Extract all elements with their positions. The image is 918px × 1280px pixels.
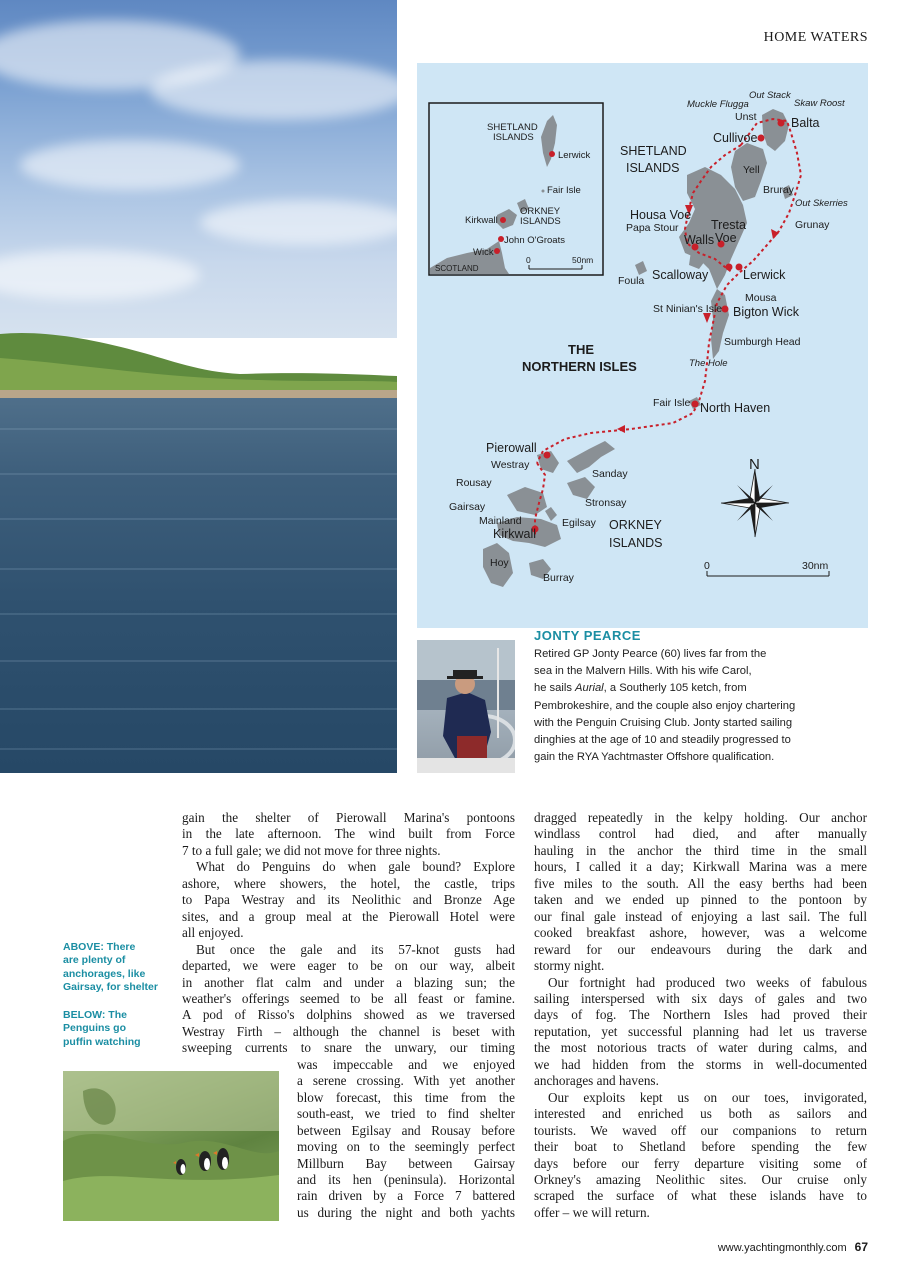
bio-line: sea in the Malvern Hills. With his wife Carol, — [534, 665, 752, 678]
label-tresta: Tresta — [711, 218, 746, 232]
text-line: south-east, we tried to find shelter — [297, 1106, 515, 1122]
compass-rose — [721, 469, 789, 537]
author-bio-text — [534, 646, 859, 766]
label-out-skerries: Out Skerries — [795, 198, 848, 209]
text-line: reward for our endeavours during the dark and — [534, 941, 867, 957]
caption-below — [63, 1009, 163, 1049]
photo-sea — [0, 398, 397, 773]
label-scalloway: Scalloway — [652, 268, 709, 282]
text-line: sailing interspersed with six days of gales and two — [534, 990, 867, 1006]
text-line: taken and we ended up pinned to the pontoon by — [534, 892, 867, 908]
coastline-photo — [0, 0, 397, 773]
text-line: the most notorious tracts of water during calms, and — [534, 1040, 867, 1056]
label-lerwick: Lerwick — [743, 268, 786, 282]
map-scale-end: 30nm — [802, 560, 829, 572]
inset-shetland-label-1: SHETLAND — [487, 122, 538, 133]
text-line: anchorages and havens. — [534, 1073, 659, 1089]
text-line: Our fortnight had produced two weeks of fabulous — [548, 974, 867, 990]
label-fair-isle: Fair Isle — [653, 397, 691, 409]
label-westray: Westray — [491, 459, 530, 471]
map-title-line-1: THE — [568, 342, 594, 357]
page-number: 67 — [854, 1240, 868, 1254]
label-balta: Balta — [791, 116, 820, 130]
text-line: we had hidden from the storms in well-documented — [534, 1056, 867, 1072]
inset-kirkwall-marker — [500, 217, 506, 223]
text-line: sweeping currents to snare the unwary, our timing — [182, 1040, 515, 1056]
label-voe: Voe — [715, 231, 737, 245]
text-line: a serene crossing. With yet another — [297, 1073, 515, 1089]
label-skaw-roost: Skaw Roost — [794, 98, 845, 109]
route-arrow — [617, 425, 625, 433]
text-line: weather's offerings seemed to be all feast or famine. — [182, 990, 515, 1006]
label-egilsay: Egilsay — [562, 517, 596, 529]
bio-line: with the Penguin Cruising Club. Jonty started sailing — [534, 716, 793, 729]
text-line: stormy night. — [534, 958, 605, 974]
inset-fair-isle-label: Fair Isle — [547, 185, 581, 196]
text-line: reputation, yet successful planning had let us traverse — [534, 1023, 867, 1039]
label-muckle-flugga: Muckle Flugga — [687, 99, 749, 110]
label-walls: Walls — [684, 233, 715, 247]
text-line: windlass control had died, and after manually — [534, 826, 867, 842]
text-line: between Egilsay and Rousay before — [297, 1122, 515, 1138]
photo-cloud — [200, 200, 397, 245]
bio-line: Pembrokeshire, and the couple also enjoy chartering — [534, 699, 796, 712]
inset-john-o-groats-label: John O'Groats — [504, 235, 565, 246]
text-line: sites, and a group meal at the Pierowall Hotel were — [182, 908, 515, 924]
map-title-line-2: NORTHERN ISLES — [522, 359, 637, 374]
label-burray: Burray — [543, 572, 574, 584]
label-st-ninians: St Ninian's Isle — [653, 303, 723, 315]
photo-cloud — [20, 140, 240, 190]
inset-lerwick-marker — [549, 151, 555, 157]
label-bruray: Bruray — [763, 184, 794, 196]
label-rousay: Rousay — [456, 477, 492, 489]
label-out-stack: Out Stack — [749, 90, 791, 101]
label-housa-voe: Housa Voe — [630, 208, 692, 222]
caption-line: are plenty of — [63, 954, 126, 967]
text-line: Our exploits kept us on our toes, invigorated, — [548, 1089, 867, 1105]
article-column-1 — [182, 810, 515, 1221]
text-line: moving on to the seemingly perfect — [297, 1139, 515, 1155]
text-line: A pod of Risso's dolphins showed as we traversed — [182, 1007, 515, 1023]
caption-above — [63, 941, 163, 995]
caption-line: puffin watching — [63, 1035, 141, 1048]
inset-lerwick-label: Lerwick — [558, 150, 591, 161]
inset-scotland-label: SCOTLAND — [435, 264, 479, 273]
photo-hill — [0, 328, 397, 398]
caption-line: BELOW: The — [63, 1009, 127, 1021]
label-mainland: Mainland — [479, 515, 522, 527]
label-the-hole: The Hole — [689, 358, 728, 369]
text-line: all enjoyed. — [182, 925, 244, 941]
inset-orkney-label-2: ISLANDS — [520, 216, 561, 227]
text-line: 7 to a full gale; we did not move for three nights. — [182, 842, 441, 858]
label-papa-stour: Papa Stour — [626, 222, 679, 234]
caption-line: Penguins go — [63, 1022, 126, 1035]
text-line: What do Penguins do when gale bound? Explore — [196, 859, 515, 875]
text-line: five miles to the south. All the easy berths had been — [534, 875, 867, 891]
inset-shetland-label-2: ISLANDS — [493, 132, 534, 143]
route-arrow — [771, 229, 779, 239]
route-map-graphic — [417, 63, 868, 633]
inset-orkney-label-1: ORKNEY — [520, 206, 561, 217]
label-orkney-1: ORKNEY — [609, 518, 662, 532]
text-line: us during the night and both yachts — [297, 1204, 515, 1220]
label-sanday: Sanday — [592, 468, 628, 480]
caption-line: ABOVE: There — [63, 941, 136, 953]
label-stronsay: Stronsay — [585, 497, 627, 509]
map-scale-zero: 0 — [704, 560, 710, 572]
label-pierowall: Pierowall — [486, 441, 537, 455]
label-gairsay: Gairsay — [449, 501, 486, 513]
inset-wick-marker — [494, 248, 500, 254]
section-tag: HOME WATERS — [763, 30, 868, 45]
caption-line: Gairsay, for shelter — [63, 981, 158, 994]
label-grunay: Grunay — [795, 219, 830, 231]
page-footer — [718, 1240, 868, 1254]
text-line: days before our ferry departure visiting some of — [534, 1155, 867, 1171]
text-line: rain driven by a Force 7 battered — [297, 1188, 515, 1204]
text-line: our final gale instead of enjoying a last sail. The full — [534, 908, 867, 924]
text-line: cooked breakfast ashore, however, was a welcome — [534, 925, 867, 941]
inset-kirkwall-label: Kirkwall — [465, 215, 498, 226]
compass-north-label: N — [749, 456, 760, 473]
text-line: blow forecast, this time from the — [297, 1089, 515, 1105]
inset-scale-zero: 0 — [526, 255, 531, 265]
photo-cloud — [150, 60, 397, 120]
label-sumburgh-head: Sumburgh Head — [724, 336, 801, 348]
label-north-haven: North Haven — [700, 401, 771, 415]
text-line: in another flat calm and under a blazing sun; the — [182, 974, 515, 990]
label-shetland-1: SHETLAND — [620, 144, 687, 158]
label-bigton-wick: Bigton Wick — [733, 305, 799, 319]
footer-url[interactable]: www.yachtingmonthly.com — [717, 1242, 847, 1254]
label-mousa: Mousa — [745, 292, 777, 304]
label-foula: Foula — [618, 275, 645, 287]
text-line: Millburn Bay between Gairsay — [297, 1155, 515, 1171]
text-line: Orkney's amazing Neolithic sites. Our cruise only — [534, 1171, 867, 1187]
bio-line: dinghies at the age of 10 and steadily progressed to — [534, 734, 791, 747]
text-line: days of fog. The Northern Isles had proved their — [534, 1007, 867, 1023]
text-line: But once the gale and its 57-knot gusts had — [196, 941, 515, 957]
bio-line: he sails Aurial, a Southerly 105 ketch, from — [534, 682, 747, 695]
label-cullivoe: Cullivoe — [713, 131, 758, 145]
label-hoy: Hoy — [490, 557, 509, 569]
bio-line: gain the RYA Yachtmaster Offshore qualification. — [534, 751, 775, 764]
text-line: gain the shelter of Pierowall Marina's pontoons — [182, 810, 515, 825]
inset-wick-label: Wick — [473, 247, 494, 258]
author-photo — [417, 640, 515, 773]
author-name: JONTY PEARCE — [534, 628, 641, 643]
label-unst: Unst — [735, 111, 757, 123]
text-line: in the late afternoon. The wind built from Force — [182, 826, 515, 842]
author-bio — [417, 628, 868, 773]
article-column-2 — [534, 810, 867, 1221]
bio-line: Retired GP Jonty Pearce (60) lives far from the — [534, 648, 767, 660]
text-line: their boat to Shetland before spending the few — [534, 1139, 867, 1155]
text-line: hauling in the anchor the third time in the small — [534, 842, 867, 858]
label-yell: Yell — [743, 164, 760, 176]
text-line: tourists. We waved off our companions to return — [534, 1122, 867, 1138]
text-line: interested and enriched us both as sailors and — [534, 1106, 867, 1122]
text-line: dragged repeatedly in the kelpy holding. Our anchor — [534, 810, 867, 825]
label-shetland-2: ISLANDS — [626, 161, 680, 175]
text-line: scraped the surface of what these islands have to — [534, 1188, 867, 1204]
text-line: was impeccable and we enjoyed — [297, 1056, 515, 1072]
text-line: offer – we will return. — [534, 1204, 650, 1220]
text-line: hours, I called it a day; Kirkwall Marina was a mere — [534, 859, 867, 875]
text-line: Westray Firth – although the channel is beset with — [182, 1023, 515, 1039]
text-line: ashore, where showers, the hotel, the castle, trips — [182, 875, 515, 891]
text-line: departed, we were eager to be on our way, albeit — [182, 958, 515, 974]
text-line: to Papa Westray and its Neolithic and Bronze Age — [182, 892, 515, 908]
label-orkney-2: ISLANDS — [609, 536, 663, 550]
inset-scale-end: 50nm — [572, 255, 594, 265]
text-line: and its hen (peninsula). Horizontal — [297, 1171, 515, 1187]
caption-line: anchorages, like — [63, 967, 146, 980]
label-kirkwall: Kirkwall — [493, 527, 537, 541]
